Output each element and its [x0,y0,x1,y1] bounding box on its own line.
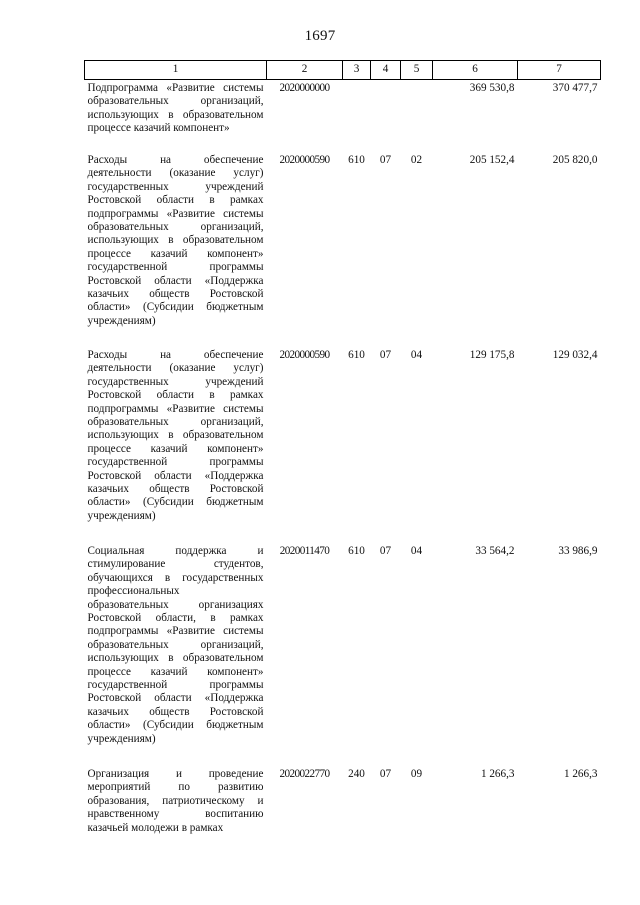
row-rz: 07 [379,349,392,361]
row-code: 2020000590 [279,154,330,166]
table-row [85,152,601,347]
row-pr [401,80,433,153]
column-header-6: 6 [433,61,518,80]
row-rz: 07 [379,545,392,557]
column-header-5: 5 [401,61,433,80]
row-sum-col7: 370 477,7 [552,82,598,94]
row-sum-col6: 33 564,2 [475,545,515,557]
table-header-row [85,61,601,80]
row-pr: 04 [410,349,423,361]
row-vr: 240 [348,768,365,780]
column-header-7: 7 [518,61,601,80]
row-sum-col7: 205 820,0 [552,154,598,166]
row-vr: 610 [348,154,365,166]
column-header-2: 2 [267,61,343,80]
column-header-3: 3 [343,61,371,80]
row-description: Расходы на обеспечение деятельности (оказание услуг) государственных учреждений Ростовской области в рамках подпрограммы «Развитие системы образовательных организаций, использующих в образовательном процессе казачий компонент» государственной программы Ростовской области «Поддержка казачьих обществ Ростовской области» (Субсидии бюджетным учреждениям) [87,154,264,327]
row-sum-col6: 369 530,8 [469,82,515,94]
row-sum-col6: 205 152,4 [469,154,515,166]
budget-table [84,60,601,835]
page-number: 1697 [304,28,336,44]
row-description: Организация и проведение мероприятий по развитию образования, патриотическому и нравственному воспитанию казачьей молодежи в рамках [87,768,264,834]
row-vr: 610 [348,349,365,361]
row-sum-col7: 129 032,4 [552,349,598,361]
column-header-4: 4 [371,61,401,80]
table-row [85,543,601,766]
row-sum-col6: 129 175,8 [469,349,515,361]
row-vr [343,80,371,153]
row-rz: 07 [379,154,392,166]
row-sum-col6: 1 266,3 [480,768,515,780]
row-pr: 02 [410,154,423,166]
row-rz [371,80,401,153]
row-description: Подпрограмма «Развитие системы образовательных организаций, использующих в образовательном процессе казачий компонент» [87,82,264,135]
row-sum-col7: 1 266,3 [563,768,598,780]
row-code: 2020000590 [279,349,330,361]
table-row [85,347,601,543]
table-row [85,766,601,835]
row-sum-col7: 33 986,9 [558,545,598,557]
row-vr: 610 [348,545,365,557]
row-pr: 04 [410,545,423,557]
row-code: 2020011470 [279,545,330,557]
column-header-1: 1 [85,61,267,80]
row-description: Социальная поддержка и стимулирование студентов, обучающихся в государственных профессиональных образовательных организациях Ростовской области, в рамках подпрограммы «Развитие системы образовательных организаций, использующих в образовательном процессе казачий компонент» государственной программы Ростовской области «Поддержка казачьих обществ Ростовской области» (Субсидии бюджетным учреждениям) [87,545,264,745]
row-rz: 07 [379,768,392,780]
row-description: Расходы на обеспечение деятельности (оказание услуг) государственных учреждений Ростовской области в рамках подпрограммы «Развитие системы образовательных организаций, использующих в образовательном процессе казачий компонент» государственной программы Ростовской области «Поддержка казачьих обществ Ростовской области» (Субсидии бюджетным учреждениям) [87,349,264,522]
row-code: 2020000000 [279,82,330,94]
row-code: 2020022770 [279,768,330,780]
row-pr: 09 [410,768,423,780]
table-row [85,80,601,153]
